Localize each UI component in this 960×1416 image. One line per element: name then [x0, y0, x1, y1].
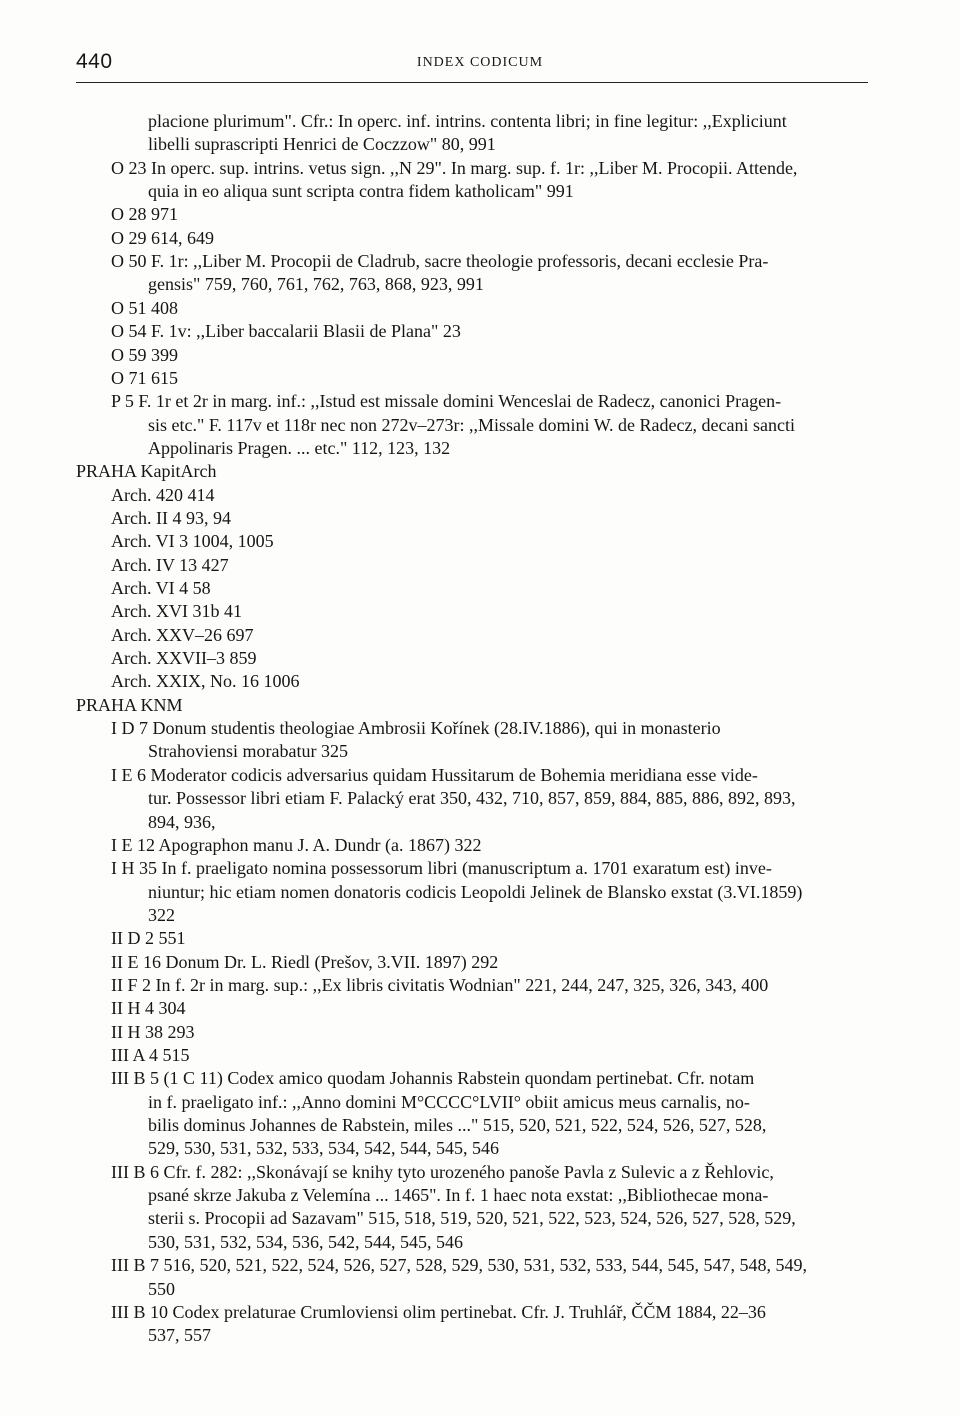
index-line: II E 16 Donum Dr. L. Riedl (Prešov, 3.VII. 1897) 292	[111, 952, 499, 972]
index-line: I E 6 Moderator codicis adversarius quidam Hussitarum de Bohemia meridiana esse vide-	[111, 765, 758, 785]
index-line: bilis dominus Johannes de Rabstein, miles ..." 515, 520, 521, 522, 524, 526, 527, 528,	[148, 1115, 767, 1135]
index-line: III B 7 516, 520, 521, 522, 524, 526, 527, 528, 529, 530, 531, 532, 533, 544, 545, 547, 548, 549,	[111, 1255, 807, 1275]
index-line: 530, 531, 532, 534, 536, 542, 544, 545, 546	[148, 1232, 463, 1252]
index-line: 322	[148, 905, 175, 925]
index-line: O 71 615	[111, 368, 178, 388]
page-number: 440	[76, 50, 113, 73]
index-line: O 28 971	[111, 204, 178, 224]
index-line: quia in eo aliqua sunt scripta contra fidem katholicam" 991	[148, 181, 574, 201]
index-line: III B 10 Codex prelaturae Crumloviensi olim pertinebat. Cfr. J. Truhlář, ČČM 1884, 22–36	[111, 1302, 766, 1322]
index-line: III B 5 (1 C 11) Codex amico quodam Johannis Rabstein quondam pertinebat. Cfr. notam	[111, 1068, 755, 1088]
index-line: PRAHA KNM	[76, 695, 183, 715]
index-line: O 50 F. 1r: ,,Liber M. Procopii de Cladrub, sacre theologie professoris, decani ecclesie Pra-	[111, 251, 769, 271]
index-line: II H 4 304	[111, 998, 186, 1018]
index-line: Strahoviensi morabatur 325	[148, 741, 348, 761]
index-line: Appolinaris Pragen. ... etc." 112, 123, 132	[148, 438, 451, 458]
index-line: O 59 399	[111, 345, 178, 365]
index-line: Arch. XXVII–3 859	[111, 648, 257, 668]
index-line: niuntur; hic etiam nomen donatoris codicis Leopoldi Jelinek de Blansko exstat (3.VI.1859)	[148, 882, 803, 902]
index-line: I H 35 In f. praeligato nomina possessorum libri (manuscriptum a. 1701 exaratum est) inve-	[111, 858, 772, 878]
index-line: III A 4 515	[111, 1045, 190, 1065]
index-line: I D 7 Donum studentis theologiae Ambrosii Kořínek (28.IV.1886), qui in monasterio	[111, 718, 721, 738]
index-line: Arch. IV 13 427	[111, 555, 229, 575]
index-line: II D 2 551	[111, 928, 186, 948]
header-rule	[76, 82, 868, 83]
index-line: in f. praeligato inf.: ,,Anno domini M°CCCC°LVII° obiit amicus meus carnalis, no-	[148, 1092, 750, 1112]
index-line: P 5 F. 1r et 2r in marg. inf.: ,,Istud est missale domini Wenceslai de Radecz, canonici Pragen-	[111, 391, 782, 411]
index-line: 537, 557	[148, 1325, 211, 1345]
index-line: Arch. VI 4 58	[111, 578, 211, 598]
index-line: Arch. 420 414	[111, 485, 215, 505]
index-line: Arch. XXV–26 697	[111, 625, 254, 645]
index-line: I E 12 Apographon manu J. A. Dundr (a. 1867) 322	[111, 835, 482, 855]
running-head: INDEX CODICUM	[416, 55, 544, 70]
index-line: sterii s. Procopii ad Sazavam" 515, 518, 519, 520, 521, 522, 523, 524, 526, 527, 528, 529,	[148, 1208, 796, 1228]
index-line: 529, 530, 531, 532, 533, 534, 542, 544, 545, 546	[148, 1138, 499, 1158]
index-line: O 23 In operc. sup. intrins. vetus sign. ,,N 29". In marg. sup. f. 1r: ,,Liber M. Procopii. Attende,	[111, 158, 798, 178]
index-line: Arch. II 4 93, 94	[111, 508, 231, 528]
index-line: O 54 F. 1v: ,,Liber baccalarii Blasii de Plana" 23	[111, 321, 461, 341]
index-line: placione plurimum". Cfr.: In operc. inf. intrins. contenta libri; in fine legitur: ,,Expliciunt	[148, 111, 787, 131]
index-line: libelli suprascripti Henrici de Coczzow" 80, 991	[148, 134, 496, 154]
index-line: gensis" 759, 760, 761, 762, 763, 868, 923, 991	[148, 274, 484, 294]
index-line: PRAHA KapitArch	[76, 461, 217, 481]
index-line: Arch. XVI 31b 41	[111, 601, 242, 621]
index-line: 550	[148, 1279, 175, 1299]
index-line: O 29 614, 649	[111, 228, 214, 248]
index-line: Arch. VI 3 1004, 1005	[111, 531, 274, 551]
index-line: tur. Possessor libri etiam F. Palacký erat 350, 432, 710, 857, 859, 884, 885, 886, 892, 893,	[148, 788, 796, 808]
index-line: III B 6 Cfr. f. 282: ,,Skonávají se knihy tyto urozeného panoše Pavla z Sulevic a z Řehlovic,	[111, 1162, 774, 1182]
index-line: sis etc." F. 117v et 118r nec non 272v–273r: ,,Missale domini W. de Radecz, decani sancti	[148, 415, 795, 435]
index-line: Arch. XXIX, No. 16 1006	[111, 671, 300, 691]
index-line: psané skrze Jakuba z Velemína ... 1465". In f. 1 haec nota exstat: ,,Bibliothecae mona-	[148, 1185, 769, 1205]
index-line: 894, 936,	[148, 812, 216, 832]
index-line: II H 38 293	[111, 1022, 195, 1042]
index-line: II F 2 In f. 2r in marg. sup.: ,,Ex libris civitatis Wodnian" 221, 244, 247, 325, 326, 343, 400	[111, 975, 769, 995]
index-line: O 51 408	[111, 298, 178, 318]
